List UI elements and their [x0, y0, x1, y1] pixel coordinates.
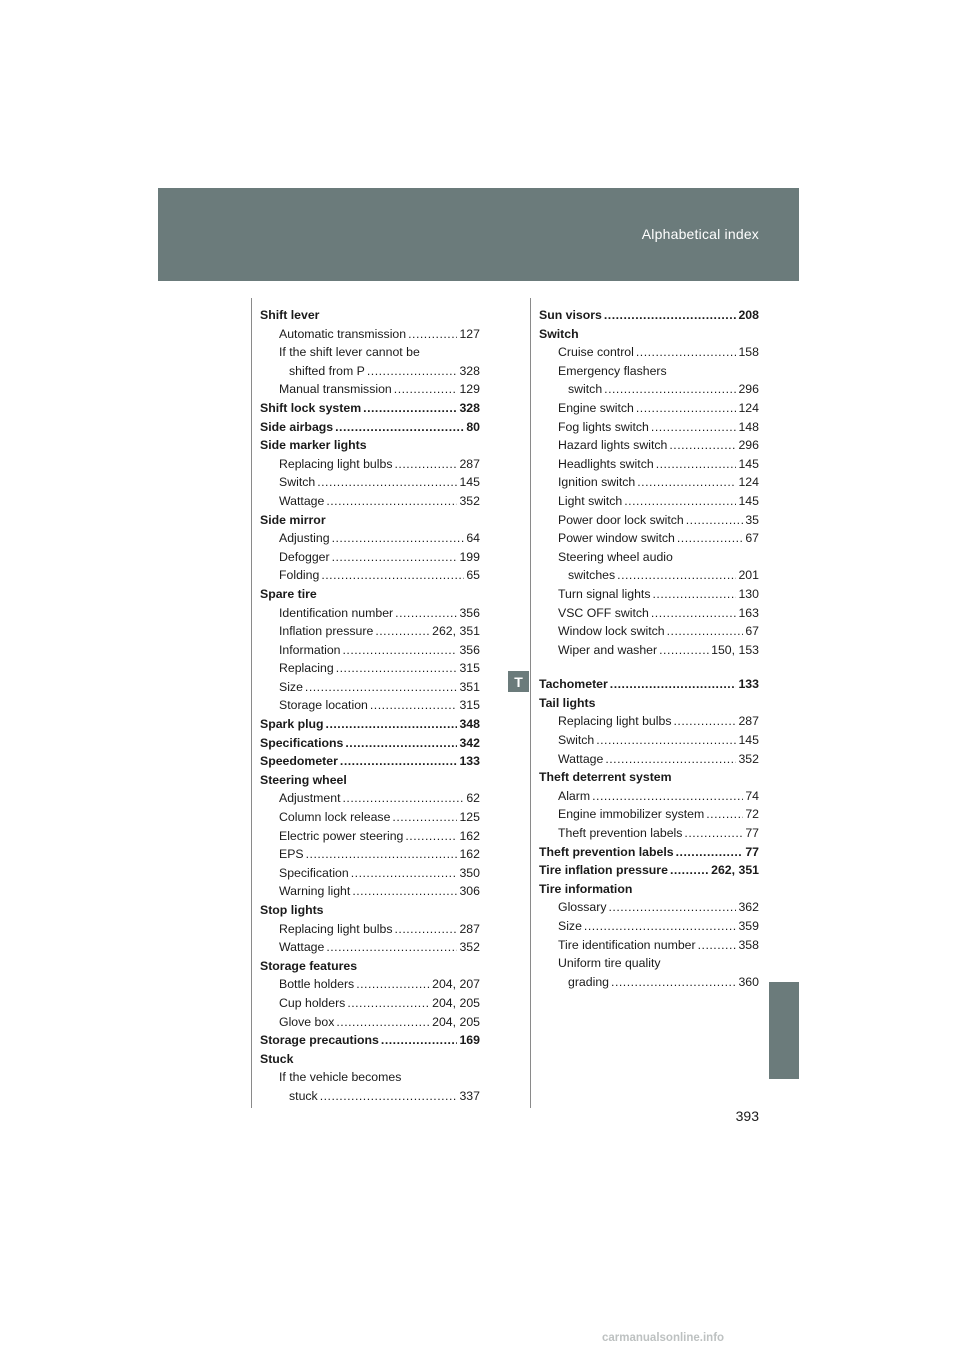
index-entry	[539, 917, 759, 936]
index-entry-text: Tachometer	[539, 677, 608, 692]
index-entry-text: Steering wheel audio	[558, 549, 673, 564]
index-entry-page: 337	[459, 1088, 480, 1103]
header-band	[158, 188, 799, 281]
index-entry	[539, 418, 759, 437]
index-entry	[260, 696, 480, 715]
index-entry-text: Cruise control	[558, 345, 634, 360]
index-entry-text: Column lock release	[279, 810, 391, 825]
index-entry	[260, 343, 480, 362]
index-entry	[260, 418, 480, 437]
index-entry	[260, 920, 480, 939]
index-entry-page: 356	[459, 642, 480, 657]
leader-dots	[611, 973, 736, 992]
index-entry-text: Information	[279, 642, 341, 657]
index-entry-text: stuck	[289, 1088, 318, 1103]
index-entry	[539, 641, 759, 660]
index-entry-text: Wattage	[558, 751, 604, 766]
index-entry	[539, 399, 759, 418]
index-entry-page: 124	[738, 475, 759, 490]
leader-dots	[356, 975, 430, 994]
index-entry-text: Bottle holders	[279, 977, 355, 992]
leader-dots	[636, 399, 737, 418]
index-entry-text: VSC OFF switch	[558, 605, 649, 620]
index-entry-page: 351	[459, 679, 480, 694]
index-entry	[539, 712, 759, 731]
index-entry	[539, 768, 759, 787]
index-entry-text: Power window switch	[558, 531, 675, 546]
index-entry	[260, 380, 480, 399]
index-entry-text: Light switch	[558, 493, 623, 508]
index-entry	[260, 436, 480, 455]
index-entry	[539, 861, 759, 880]
index-entry-page: 296	[738, 382, 759, 397]
index-entry-page: 72	[745, 807, 759, 822]
leader-dots	[596, 731, 736, 750]
index-entry-page: 80	[466, 419, 480, 434]
leader-dots	[363, 399, 457, 418]
index-entry-page: 306	[459, 884, 480, 899]
index-entry	[260, 585, 480, 604]
index-entry-text: If the vehicle becomes	[279, 1070, 402, 1085]
index-entry-page: 133	[459, 754, 480, 769]
leader-dots	[326, 492, 457, 511]
index-entry-page: 145	[459, 475, 480, 490]
leader-dots	[624, 492, 736, 511]
index-entry-page: 67	[745, 531, 759, 546]
index-entry-text: Folding	[279, 568, 320, 583]
index-entry-text: Switch	[539, 326, 579, 341]
index-entry	[260, 362, 480, 381]
leader-dots	[392, 808, 457, 827]
index-entry	[260, 1087, 480, 1106]
index-entry-text: Replacing light bulbs	[279, 456, 393, 471]
index-entry	[260, 659, 480, 678]
index-entry-text: Turn signal lights	[558, 586, 651, 601]
index-entry-page: 352	[459, 940, 480, 955]
index-entry-page: 296	[738, 438, 759, 453]
column-divider-middle	[530, 298, 531, 1108]
leader-dots	[394, 920, 457, 939]
leader-dots	[637, 473, 736, 492]
leader-dots	[395, 604, 457, 623]
index-entry	[539, 566, 759, 585]
index-entry	[539, 973, 759, 992]
index-entry	[260, 622, 480, 641]
index-entry-text: Ignition switch	[558, 475, 636, 490]
leader-dots	[604, 380, 736, 399]
index-entry	[539, 805, 759, 824]
index-entry	[260, 975, 480, 994]
index-entry	[539, 622, 759, 641]
leader-dots	[317, 473, 457, 492]
leader-dots	[584, 917, 737, 936]
leader-dots	[375, 622, 430, 641]
leader-dots	[617, 566, 736, 585]
index-entry-page: 199	[459, 549, 480, 564]
index-entry-text: Tire inflation pressure	[539, 863, 668, 878]
index-entry	[260, 548, 480, 567]
index-entry	[260, 771, 480, 790]
index-entry-text: Replacing light bulbs	[279, 921, 393, 936]
index-entry-text: Stop lights	[260, 903, 324, 917]
index-entry-text: Window lock switch	[558, 624, 665, 639]
index-entry-page: 35	[745, 512, 759, 527]
index-entry-page: 356	[459, 605, 480, 620]
index-entry-text: Inflation pressure	[279, 624, 374, 639]
index-entry-page: 352	[459, 493, 480, 508]
index-entry-page: 169	[459, 1033, 480, 1048]
index-entry-text: Uniform tire quality	[558, 956, 661, 971]
leader-dots	[667, 622, 744, 641]
leader-dots	[394, 455, 457, 474]
index-entry	[260, 845, 480, 864]
index-entry-text: Storage features	[260, 958, 358, 973]
index-entry	[260, 473, 480, 492]
index-entry-text: Identification number	[279, 605, 394, 620]
leader-dots	[706, 805, 743, 824]
index-entry-text: Theft prevention labels	[539, 844, 674, 859]
index-entry-text: shifted from P	[289, 363, 365, 378]
index-entry-text: Manual transmission	[279, 382, 392, 397]
index-entry-page: 74	[745, 788, 759, 803]
leader-dots	[592, 787, 743, 806]
index-entry-page: 208	[738, 308, 759, 322]
index-entry-page: 204, 207	[432, 977, 480, 992]
index-entry-page: 127	[459, 326, 480, 341]
leader-dots	[651, 604, 737, 623]
index-entry-page: 287	[738, 714, 759, 729]
index-entry-text: Steering wheel	[260, 772, 347, 787]
index-entry	[260, 827, 480, 846]
column-divider-left	[251, 298, 252, 1108]
leader-dots	[673, 712, 736, 731]
index-entry	[260, 641, 480, 660]
index-entry-text: Shift lever	[260, 308, 320, 322]
index-entry	[260, 901, 480, 920]
leader-dots	[343, 641, 458, 660]
index-entry	[539, 824, 759, 843]
index-entry-page: 358	[738, 937, 759, 952]
index-entry-text: Stuck	[260, 1051, 294, 1066]
index-entry	[539, 343, 759, 362]
index-entry-text: Glossary	[558, 900, 607, 915]
index-entry-page: 145	[738, 456, 759, 471]
index-entry	[260, 399, 480, 418]
index-entry	[539, 492, 759, 511]
index-entry-text: Electric power steering	[279, 828, 404, 843]
index-entry-text: EPS	[279, 847, 304, 862]
index-entry-text: grading	[568, 974, 610, 989]
index-entry	[539, 548, 759, 567]
index-entry-text: Tail lights	[539, 695, 596, 710]
leader-dots	[604, 306, 737, 325]
leader-dots	[698, 936, 737, 955]
index-entry-page: 162	[459, 847, 480, 862]
index-entry-text: Cup holders	[279, 995, 346, 1010]
index-entry-page: 315	[459, 661, 480, 676]
index-entry	[260, 566, 480, 585]
index-entry-text: Emergency flashers	[558, 363, 667, 378]
index-entry-text: Engine switch	[558, 400, 634, 415]
leader-dots	[610, 675, 737, 694]
leader-dots	[656, 455, 737, 474]
index-entry-page: 204, 205	[432, 1014, 480, 1029]
index-entry-text: Wattage	[279, 940, 325, 955]
index-entry	[539, 325, 759, 344]
index-entry-text: Speedometer	[260, 754, 338, 769]
index-entry-text: Side marker lights	[260, 438, 367, 453]
leader-dots	[367, 362, 458, 381]
leader-dots	[636, 343, 737, 362]
index-entry	[260, 511, 480, 530]
index-entry	[260, 492, 480, 511]
leader-dots	[370, 696, 458, 715]
index-entry	[260, 604, 480, 623]
index-entry-text: Theft prevention labels	[558, 826, 683, 841]
leader-dots	[394, 380, 458, 399]
index-entry-page: 201	[738, 568, 759, 583]
leader-dots	[343, 789, 465, 808]
index-entry-text: Storage location	[279, 698, 368, 713]
index-entry	[539, 675, 759, 694]
leader-dots	[684, 824, 743, 843]
index-entry-text: Side mirror	[260, 512, 326, 527]
index-entry-text: Alarm	[558, 788, 591, 803]
leader-dots	[306, 845, 458, 864]
index-entry	[260, 864, 480, 883]
index-entry-text: Shift lock system	[260, 400, 362, 415]
index-entry-page: 125	[459, 810, 480, 825]
index-entry	[539, 306, 759, 325]
leader-dots	[670, 861, 709, 880]
index-entry-text: Wiper and washer	[558, 642, 658, 657]
index-column-right	[539, 306, 759, 991]
index-entry	[260, 808, 480, 827]
index-entry-text: Wattage	[279, 493, 325, 508]
index-entry	[260, 752, 480, 771]
index-entry-page: 62	[466, 791, 480, 806]
index-entry	[539, 362, 759, 381]
index-entry-text: Defogger	[279, 549, 330, 564]
index-entry-page: 145	[738, 733, 759, 748]
index-entry-page: 145	[738, 493, 759, 508]
index-entry	[260, 715, 480, 734]
index-entry-page: 348	[459, 717, 480, 732]
leader-dots	[335, 418, 464, 437]
index-entry-text: Tire information	[539, 881, 633, 896]
leader-dots	[321, 566, 464, 585]
index-entry	[260, 789, 480, 808]
index-entry-text: Engine immobilizer system	[558, 807, 705, 822]
index-entry-page: 359	[738, 919, 759, 933]
index-entry-text: Glove box	[279, 1014, 335, 1029]
leader-dots	[405, 827, 457, 846]
index-entry	[539, 473, 759, 492]
index-entry	[539, 604, 759, 623]
index-entry	[260, 325, 480, 344]
index-entry-text: If the shift lever cannot be	[279, 345, 420, 360]
index-entry-page: 77	[745, 826, 759, 841]
index-entry	[260, 957, 480, 976]
index-entry-page: 350	[459, 865, 480, 880]
index-entry-page: 362	[738, 900, 759, 915]
leader-dots	[332, 529, 465, 548]
index-entry-text: Warning light	[279, 884, 351, 899]
index-entry-page: 360	[738, 974, 759, 989]
index-entry-text: Switch	[279, 475, 316, 490]
index-entry-page: 64	[466, 531, 480, 546]
index-entry-text: Switch	[558, 733, 595, 748]
index-entry	[539, 455, 759, 474]
index-entry-text: Hazard lights switch	[558, 438, 668, 453]
index-entry	[260, 1013, 480, 1032]
index-column-left	[260, 306, 480, 1106]
leader-dots	[336, 659, 458, 678]
index-entry-page: 262, 351	[432, 624, 480, 639]
index-entry-page: 130	[738, 586, 759, 601]
index-entry	[539, 731, 759, 750]
index-entry	[260, 1050, 480, 1069]
index-entry-page: 287	[459, 921, 480, 936]
index-entry-text: switch	[568, 382, 603, 397]
side-thumb-tab	[769, 982, 799, 1079]
index-entry	[539, 880, 759, 899]
index-entry-page: 133	[738, 677, 759, 692]
index-entry	[539, 898, 759, 917]
index-entry	[260, 938, 480, 957]
index-entry	[539, 529, 759, 548]
index-entry	[539, 954, 759, 973]
leader-dots	[381, 1031, 458, 1050]
index-entry	[539, 936, 759, 955]
leader-dots	[336, 1013, 430, 1032]
index-entry-text: Theft deterrent system	[539, 770, 672, 785]
leader-dots	[651, 418, 737, 437]
index-entry-page: 328	[459, 363, 480, 378]
index-entry	[539, 436, 759, 455]
leader-dots	[320, 1087, 458, 1106]
index-entry-text: Size	[279, 679, 303, 694]
index-entry-page: 204, 205	[432, 995, 480, 1010]
leader-dots	[677, 529, 743, 548]
index-entry	[260, 455, 480, 474]
leader-dots	[340, 752, 458, 771]
index-entry-text: Size	[558, 919, 582, 933]
index-entry-text: switches	[568, 568, 616, 583]
index-entry	[539, 694, 759, 713]
index-entry-page: 162	[459, 828, 480, 843]
page-number: 393	[735, 1108, 759, 1124]
index-entry-page: 342	[459, 735, 480, 750]
index-entry-text: Specification	[279, 865, 349, 880]
index-entry	[539, 843, 759, 862]
section-letter-tab: T	[508, 671, 529, 692]
index-entry-page: 129	[459, 382, 480, 397]
leader-dots	[305, 678, 458, 697]
index-entry-page: 124	[738, 400, 759, 415]
index-entry	[539, 787, 759, 806]
index-entry-page: 262, 351	[711, 863, 759, 878]
index-entry-text: Specifications	[260, 735, 344, 750]
index-entry	[260, 306, 480, 325]
leader-dots	[605, 750, 736, 769]
index-entry-page: 315	[459, 698, 480, 713]
index-entry	[260, 882, 480, 901]
leader-dots	[345, 734, 457, 753]
index-entry	[539, 511, 759, 530]
index-entry-text: Headlights switch	[558, 456, 654, 471]
watermark: carmanualsonline.info	[602, 1332, 725, 1344]
index-entry	[260, 734, 480, 753]
leader-dots	[686, 511, 744, 530]
index-entry	[260, 1031, 480, 1050]
index-entry-text: Adjustment	[279, 791, 341, 806]
index-entry-page: 287	[459, 456, 480, 471]
index-entry	[260, 1068, 480, 1087]
leader-dots	[609, 898, 737, 917]
index-entry	[539, 585, 759, 604]
leader-dots	[351, 864, 458, 883]
leader-dots	[669, 436, 736, 455]
index-entry-page: 67	[745, 624, 759, 639]
index-entry-page: 150, 153	[711, 642, 759, 657]
index-entry	[260, 529, 480, 548]
index-entry-text: Side airbags	[260, 419, 334, 434]
index-entry	[539, 380, 759, 399]
leader-dots	[659, 641, 709, 660]
index-entry-text: Automatic transmission	[279, 326, 407, 341]
index-entry-text: Tire identification number	[558, 937, 696, 952]
index-entry	[539, 750, 759, 769]
index-entry-text: Adjusting	[279, 531, 330, 546]
index-entry-page: 158	[738, 345, 759, 360]
index-entry-page: 77	[745, 844, 759, 859]
index-entry-text: Replacing light bulbs	[558, 714, 672, 729]
index-entry-page: 148	[738, 419, 759, 434]
leader-dots	[326, 938, 457, 957]
index-entry-text: Storage precautions	[260, 1033, 379, 1048]
index-entry-page: 65	[466, 568, 480, 583]
index-entry-page: 163	[738, 605, 759, 620]
index-entry-text: Sun visors	[539, 308, 602, 322]
page-title: Alphabetical index	[641, 226, 759, 242]
leader-dots	[676, 843, 744, 862]
leader-dots	[332, 548, 458, 567]
index-entry	[260, 678, 480, 697]
leader-dots	[653, 585, 737, 604]
index-entry-text: Spare tire	[260, 586, 317, 601]
index-entry-text: Fog lights switch	[558, 419, 649, 434]
leader-dots	[408, 325, 457, 344]
index-entry-page: 328	[459, 400, 480, 415]
index-entry-text: Spark plug	[260, 717, 324, 732]
index-entry-page: 352	[738, 751, 759, 766]
leader-dots	[326, 715, 458, 734]
index-entry	[260, 994, 480, 1013]
leader-dots	[347, 994, 430, 1013]
index-entry-text: Power door lock switch	[558, 512, 684, 527]
leader-dots	[352, 882, 457, 901]
index-entry-text: Replacing	[279, 661, 334, 676]
